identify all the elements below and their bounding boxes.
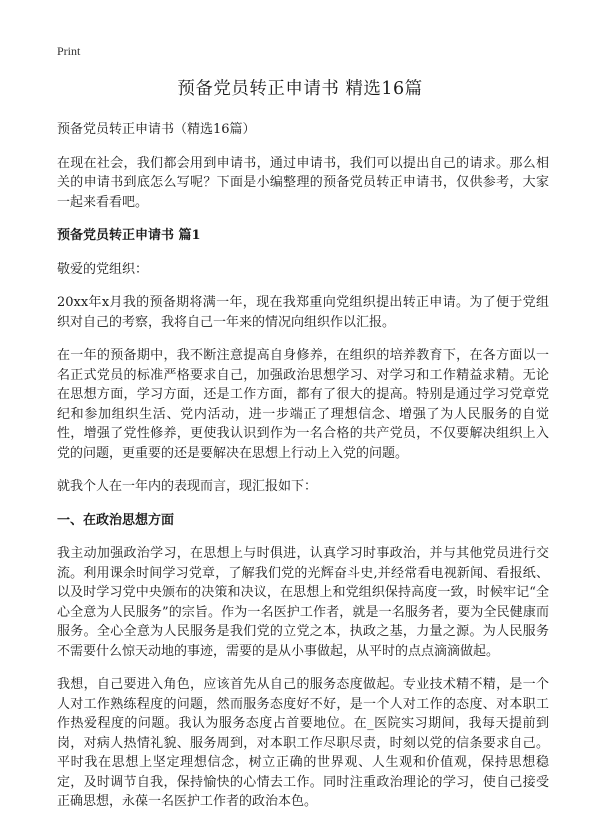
subheading-political: 一、在政治思想方面 [57,512,175,528]
page-title: 预备党员转正申请书 精选16篇 [177,79,423,99]
document-body [57,120,549,812]
paragraph: 就我个人在一年内的表现而言，现汇报如下： [57,479,318,494]
section-heading: 预备党员转正申请书 篇1 [57,228,201,243]
paragraph: 在一年的预备期中，我不断注意提高自身修养，在组织的培养教育下，在各方面以一名正式党员的标准严格要求自己，加强政治思想学习、对学习和工作精益求精。无论在思想方面，学习方面，还是工作方面，都有了很大的提高。特别是通过学习党章党纪和参加组织生活、党内活动，进一步端正了理想信念、增强了为人民服务的自觉性，增强了党性修养，更使我认识到作为一名合格的共产党员，不仅要解决组织上入党的问题，更重要的还是要解决在思想上行动上入党的问题。 [57,348,549,461]
paragraph: 我主动加强政治学习，在思想上与时俱进，认真学习时事政治，并与其他党员进行交流。利用课余时间学习党章，了解我们党的光辉奋斗史,并经常看电视新闻、看报纸、以及时学习党中央颁布的决策和决议，在思想上和党组织保持高度一致，时候牢记“全心全意为人民服务”的宗旨。作为一名医护工作者，就是一名服务者，要为全民健康而服务。全心全意为人民服务是我们党的立党之本，执政之基，力量之源。为人民服务不需要什么惊天动地的事迹，需要的是从小事做起，从平时的点点滴滴做起。 [57,546,549,659]
intro-paragraph: 在现在社会，我们都会用到申请书，通过申请书，我们可以提出自己的请求。那么相关的申请书到底怎么写呢？下面是小编整理的预备党员转正申请书，仅供参考，大家一起来看看吧。 [57,155,549,210]
paragraph: 20xx年x月我的预备期将满一年，现在我郑重向党组织提出转正申请。为了便于党组织对自己的考察，我将自己一年来的情况向组织作以汇报。 [57,295,549,330]
paragraph: 我想，自己要进入角色，应该首先从自己的服务态度做起。专业技术精不精，是一个人对工作熟练程度的问题，然而服务态度好不好，是一个人对工作的态度、对本职工作热爱程度的问题。我认为服务态度占首要地位。在_医院实习期间，我每天提前到岗，对病人热情礼貌、服务周到，对本职工作尽职尽责，时刻以党的信条要求自己。平时我在思想上坚定理想信念，树立正确的世界观、人生观和价值观，保持思想稳定，及时调节自我，保持愉快的心情去工作。同时注重政治理论的学习，使自己接受正确思想，永葆一名医护工作者的政治本色。 [57,677,549,809]
document-subtitle: 预备党员转正申请书（精选16篇） [57,122,256,137]
print-link[interactable]: Print [57,44,81,58]
salutation: 敬爱的党组织： [57,261,149,277]
